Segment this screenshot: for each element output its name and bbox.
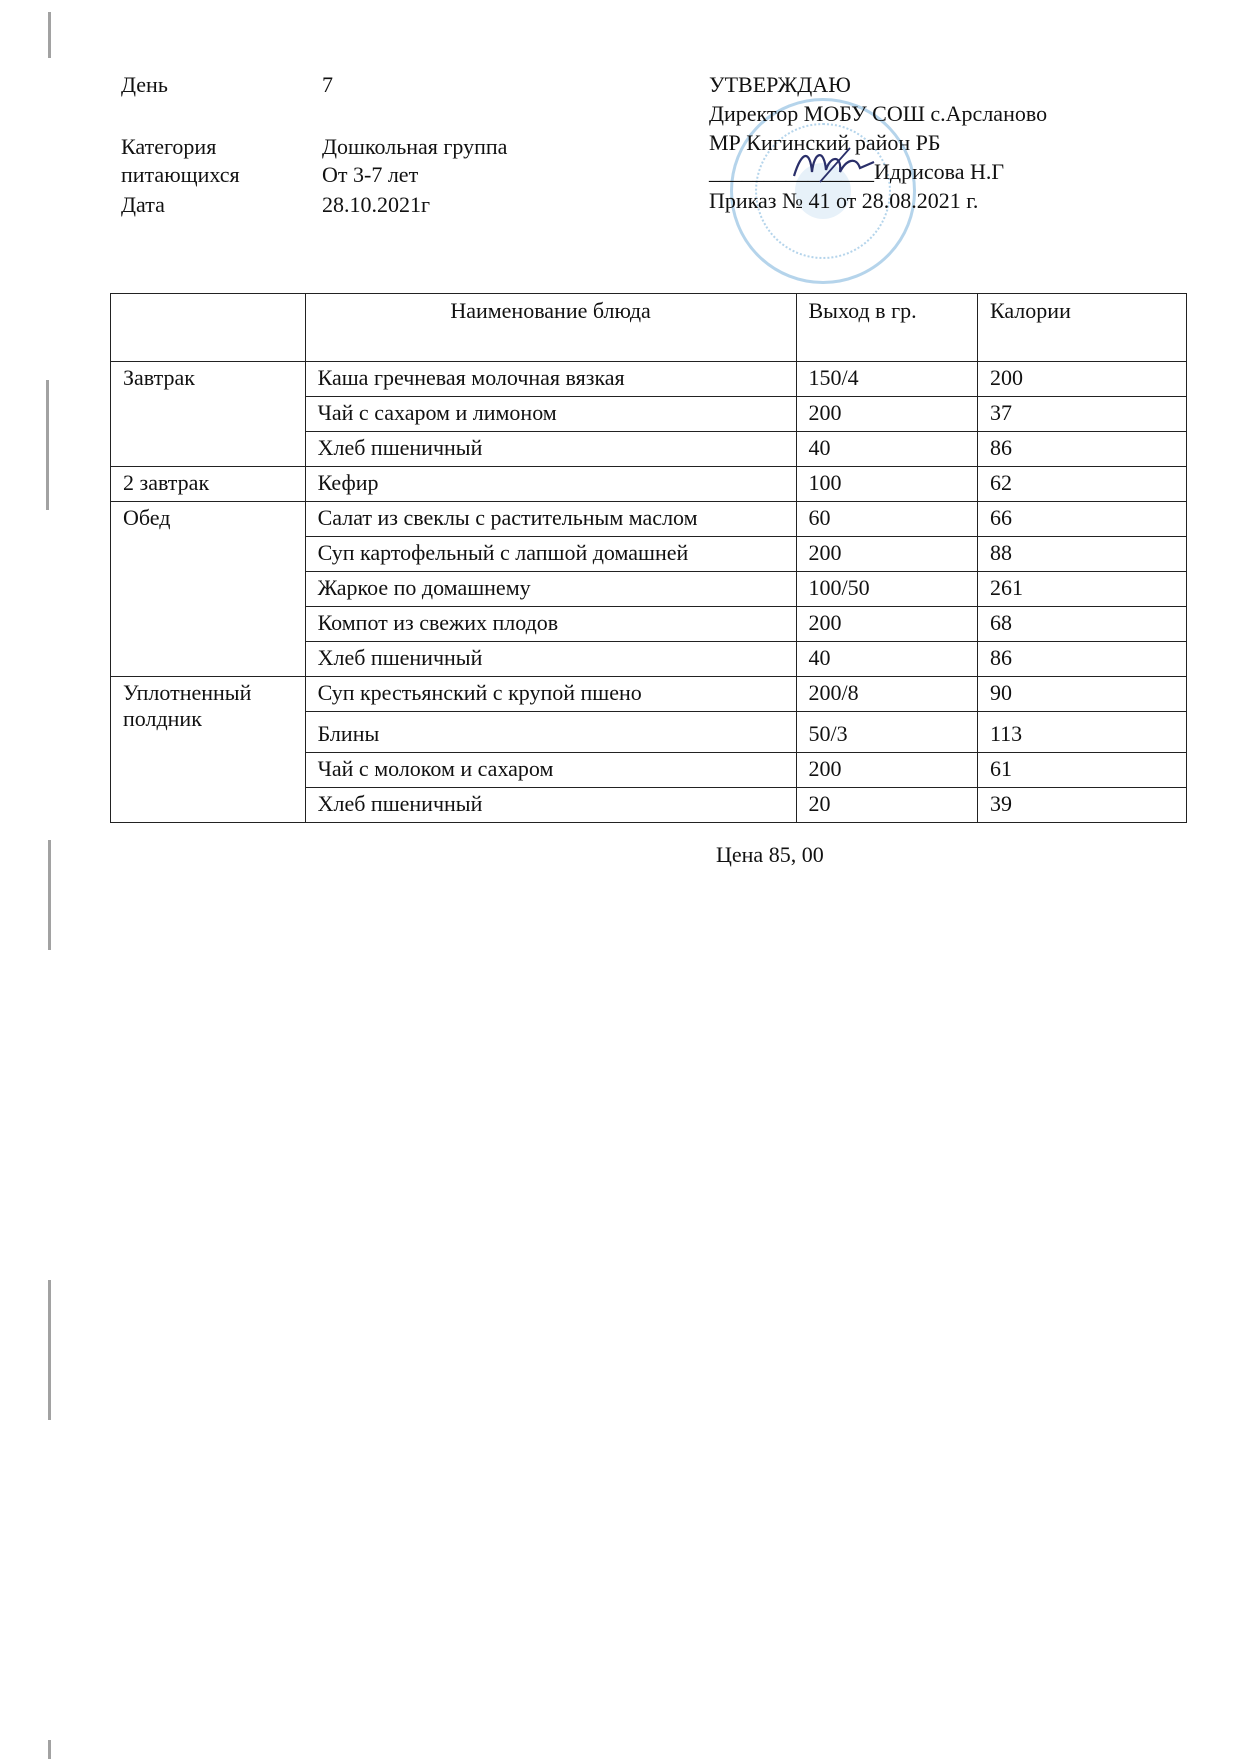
date-value: 28.10.2021г (322, 192, 431, 217)
dish-cell: Хлеб пшеничный (305, 642, 796, 677)
header-portion: Выход в гр. (796, 294, 977, 362)
meal-cell: Обед (111, 502, 306, 677)
approval-title: УТВЕРЖДАЮ (709, 72, 851, 97)
meal-cell: Завтрак (111, 362, 306, 467)
table-row (111, 502, 1187, 537)
approval-order: Приказ № 41 от 28.08.2021 г. (709, 188, 979, 213)
portion-cell: 200 (796, 537, 977, 572)
approval-signature-line: _______________Идрисова Н.Г (709, 159, 1005, 184)
dish-cell: Суп картофельный с лапшой домашней (305, 537, 796, 572)
calories-cell: 62 (977, 467, 1186, 502)
calories-cell: 200 (977, 362, 1186, 397)
handwritten-signature (790, 142, 880, 188)
portion-cell: 200 (796, 607, 977, 642)
age-value: От 3-7 лет (322, 162, 419, 187)
dish-cell: Суп крестьянский с крупой пшено (305, 677, 796, 712)
category-label: питающихся (121, 162, 240, 187)
header-calories: Калории (977, 294, 1186, 362)
scan-mark (48, 12, 51, 58)
category-value: Дошкольная группа (322, 134, 508, 159)
portion-cell: 200 (796, 397, 977, 432)
portion-cell: 50/3 (796, 712, 977, 753)
price-label: Цена 85, 00 (716, 842, 824, 867)
approval-district: МР Кигинский район РБ (709, 130, 941, 155)
day-label: День (121, 72, 168, 97)
portion-cell: 60 (796, 502, 977, 537)
portion-cell: 100 (796, 467, 977, 502)
scan-mark (48, 1280, 51, 1420)
calories-cell: 68 (977, 607, 1186, 642)
date-label: Дата (121, 192, 165, 217)
menu-table (110, 293, 1187, 823)
table-row (111, 677, 1187, 712)
category-label: Категория (121, 134, 217, 159)
portion-cell: 200/8 (796, 677, 977, 712)
calories-cell: 86 (977, 642, 1186, 677)
portion-cell: 20 (796, 788, 977, 823)
calories-cell: 90 (977, 677, 1186, 712)
day-value: 7 (322, 72, 333, 97)
dish-cell: Хлеб пшеничный (305, 432, 796, 467)
approval-director: Директор МОБУ СОШ с.Арсланово (709, 101, 1048, 126)
portion-cell: 200 (796, 753, 977, 788)
dish-cell: Чай с молоком и сахаром (305, 753, 796, 788)
header-meal (111, 294, 306, 362)
portion-cell: 100/50 (796, 572, 977, 607)
table-row (111, 467, 1187, 502)
dish-cell: Компот из свежих плодов (305, 607, 796, 642)
calories-cell: 88 (977, 537, 1186, 572)
portion-cell: 40 (796, 642, 977, 677)
dish-cell: Чай с сахаром и лимоном (305, 397, 796, 432)
calories-cell: 39 (977, 788, 1186, 823)
dish-cell: Каша гречневая молочная вязкая (305, 362, 796, 397)
header-dish: Наименование блюда (305, 294, 796, 362)
calories-cell: 86 (977, 432, 1186, 467)
dish-cell: Салат из свеклы с растительным маслом (305, 502, 796, 537)
portion-cell: 40 (796, 432, 977, 467)
dish-cell: Хлеб пшеничный (305, 788, 796, 823)
dish-cell: Жаркое по домашнему (305, 572, 796, 607)
calories-cell: 261 (977, 572, 1186, 607)
dish-cell: Блины (305, 712, 796, 753)
meal-cell: 2 завтрак (111, 467, 306, 502)
scan-mark (46, 380, 49, 510)
table-row (111, 362, 1187, 397)
calories-cell: 61 (977, 753, 1186, 788)
scan-mark (48, 1740, 51, 1759)
calories-cell: 113 (977, 712, 1186, 753)
table-header-row (111, 294, 1187, 362)
portion-cell: 150/4 (796, 362, 977, 397)
dish-cell: Кефир (305, 467, 796, 502)
calories-cell: 66 (977, 502, 1186, 537)
calories-cell: 37 (977, 397, 1186, 432)
scan-mark (48, 840, 51, 950)
meal-cell: Уплотненный полдник (111, 677, 306, 823)
